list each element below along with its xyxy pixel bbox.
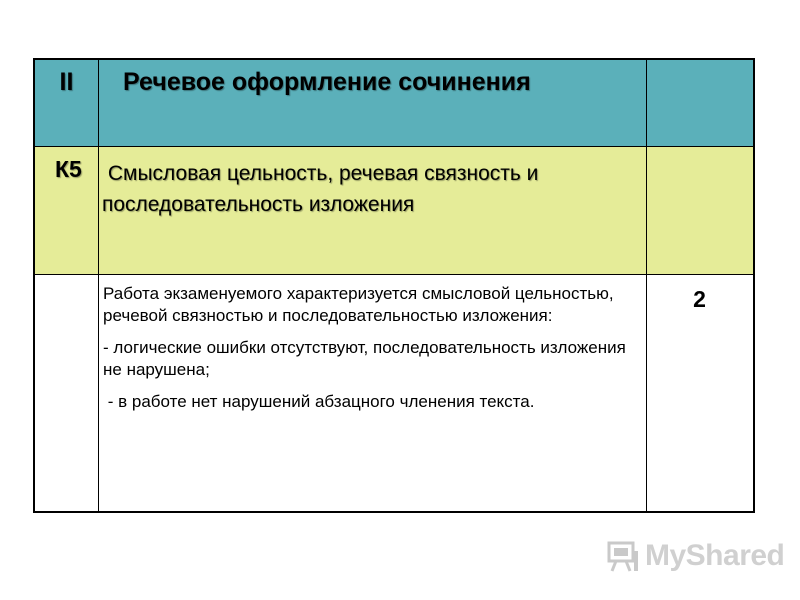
- watermark: [606, 539, 784, 573]
- description-paragraph: - в работе нет нарушений абзацного членения текста.: [103, 392, 535, 411]
- description-paragraph: - логические ошибки отсутствуют, последовательность изложения не нарушена;: [103, 338, 626, 379]
- description-paragraph: Работа экзаменуемого характеризуется смысловой цельностью, речевой связностью и последовательностью изложения:: [103, 284, 614, 325]
- criterion-title: Смысловая цельность, речевая связность и последовательность изложения: [102, 162, 545, 216]
- section-title: Речевое оформление сочинения: [123, 68, 531, 96]
- score-value: 2: [693, 286, 706, 312]
- section-number: II: [59, 68, 74, 96]
- watermark-text: MyShared: [645, 539, 785, 572]
- criterion-code: К5: [55, 156, 82, 182]
- criterion-description: [103, 283, 648, 423]
- presentation-board-icon: [606, 539, 640, 573]
- criteria-table: [33, 58, 755, 513]
- column-divider: [98, 60, 99, 511]
